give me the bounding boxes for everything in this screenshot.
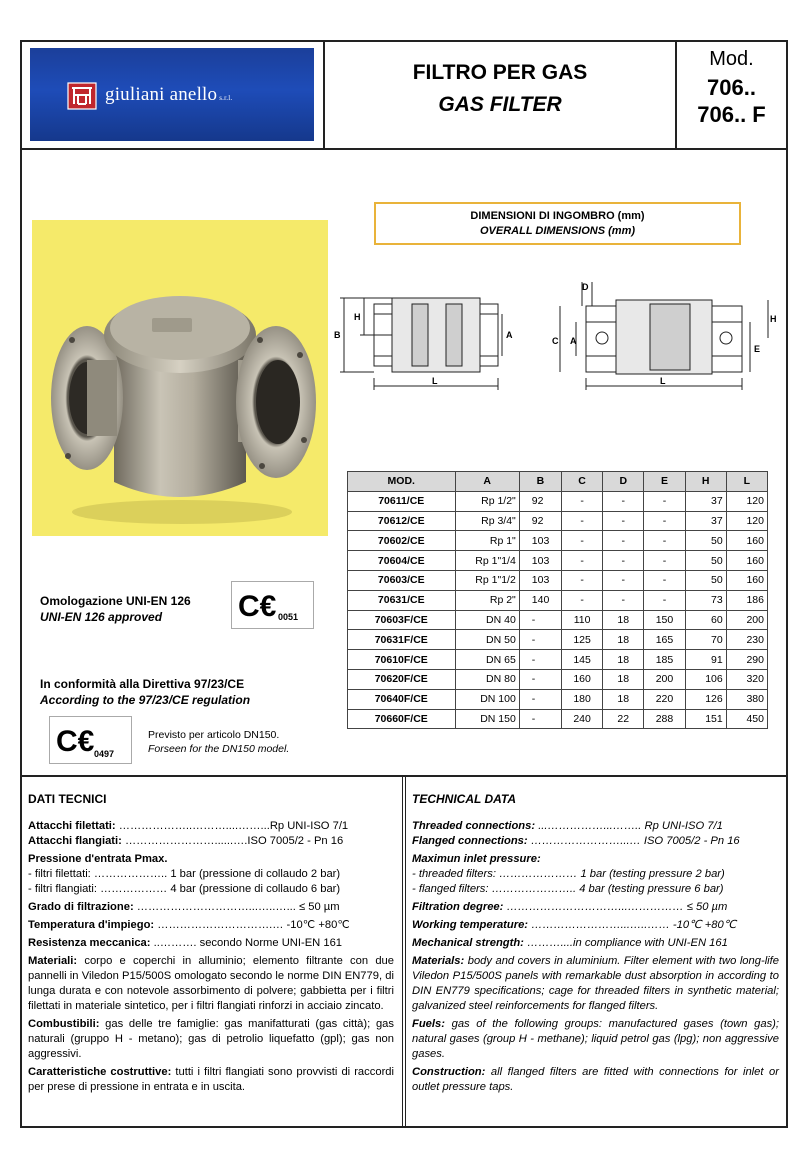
table-row: [348, 551, 768, 571]
cell-mod: 70631/CE: [348, 590, 456, 610]
col-header-h: H: [685, 472, 726, 492]
directive-english: According to the 97/23/CE regulation: [40, 693, 251, 707]
cell-h: 126: [685, 689, 726, 709]
cell-e: -: [644, 551, 685, 571]
cell-mod: 70603/CE: [348, 570, 456, 590]
company-logo: [30, 48, 314, 141]
cell-a: Rp 1/2": [455, 491, 519, 511]
gas-filter-illustration: [32, 220, 328, 536]
tech-fuels-en: Fuels: gas of the following groups: manufactured gases (town gas); natural gases (group H - methane); liquid petrol gas (lpg); non aggressive gases.: [412, 1018, 779, 1060]
cell-mod: 70612/CE: [348, 511, 456, 531]
dimensions-banner: [374, 202, 741, 245]
title-english: GAS FILTER: [438, 93, 562, 116]
cell-d: -: [603, 551, 644, 571]
tech-features-it: Caratteristiche costruttive: tutti i filtri flangiati sono provvisti di raccordi per prese di pressione in entrata e in uscita.: [28, 1066, 394, 1093]
datasheet: [20, 40, 788, 1128]
dimensions-title-english: OVERALL DIMENSIONS (mm): [479, 225, 636, 237]
tech-pressure-it: Pressione d'entrata Pmax.: [28, 853, 168, 865]
flanged-filter-drawing: [530, 278, 776, 394]
table-row: [348, 709, 768, 729]
table-row: [348, 689, 768, 709]
col-header-c: C: [561, 472, 602, 492]
tech-threaded-en: Threaded connections: ...……………...…….. Rp UNI-ISO 7/1: [412, 820, 723, 832]
table-row: [348, 531, 768, 551]
cell-l: 320: [726, 669, 767, 689]
directive-compliance: [40, 676, 250, 708]
dimensions-table: [347, 471, 768, 729]
dim-label-d: D: [582, 282, 589, 292]
dn150-note: [148, 728, 289, 756]
col-header-l: L: [726, 472, 767, 492]
svg-text:C€: C€: [56, 725, 95, 758]
cell-l: 120: [726, 511, 767, 531]
model-label: Mod.: [709, 48, 754, 70]
cell-b: 103: [519, 570, 561, 590]
cell-h: 50: [685, 570, 726, 590]
tech-data-italian: [28, 792, 394, 1095]
table-row: [348, 511, 768, 531]
cell-a: DN 65: [455, 650, 519, 670]
cell-d: 18: [603, 610, 644, 630]
col-header-e: E: [644, 472, 685, 492]
ce-code-0497: 0497: [94, 749, 115, 759]
uni-approval-english: UNI-EN 126 approved: [40, 610, 163, 624]
dim-label-l-flanged: L: [660, 376, 666, 386]
tech-pressure-line2-en: - flanged filters: ………………….. 4 bar (testing pressure 6 bar): [412, 883, 724, 895]
uni-approval-italian: Omologazione UNI-EN 126: [40, 594, 191, 608]
cell-e: -: [644, 511, 685, 531]
cell-c: -: [561, 590, 602, 610]
tech-title-italian: DATI TECNICI: [28, 792, 107, 806]
table-header-row: [348, 472, 768, 492]
dim-label-a-flanged: A: [570, 336, 577, 346]
dim-label-b: B: [334, 330, 341, 340]
tech-pressure-line2-it: - filtri flangiati: ……………… 4 bar (pressione di collaudo 6 bar): [28, 883, 341, 895]
col-header-d: D: [603, 472, 644, 492]
tech-temperature-it: Temperatura d'impiego: ………………………….… -10℃ +80℃: [28, 919, 350, 931]
cell-e: -: [644, 491, 685, 511]
tech-title-english: TECHNICAL DATA: [412, 792, 516, 806]
cell-d: 18: [603, 630, 644, 650]
cell-d: -: [603, 491, 644, 511]
table-row: [348, 669, 768, 689]
cell-a: Rp 3/4": [455, 511, 519, 531]
cell-l: 380: [726, 689, 767, 709]
col-header-mod: MOD.: [348, 472, 456, 492]
cell-b: 103: [519, 551, 561, 571]
cell-b: -: [519, 709, 561, 729]
cell-b: -: [519, 689, 561, 709]
tech-filtration-en: Filtration degree: …………………………...…………… ≤ 50 µm: [412, 901, 728, 913]
header: [22, 42, 786, 150]
cell-a: Rp 1"1/2: [455, 570, 519, 590]
tech-mechanical-it: Resistenza meccanica: ..………. secondo Norme UNI-EN 161: [28, 937, 343, 949]
cell-a: Rp 1"1/4: [455, 551, 519, 571]
note-italian: Previsto per articolo DN150.: [148, 729, 280, 741]
tech-flanged-en: Flanged connections: ……………………...… ISO 7005/2 - Pn 16: [412, 835, 740, 847]
cell-a: Rp 1": [455, 531, 519, 551]
cell-l: 120: [726, 491, 767, 511]
cell-c: -: [561, 491, 602, 511]
cell-mod: 70660F/CE: [348, 709, 456, 729]
tech-features-en: Construction: all flanged filters are fitted with connections for inlet or outlet pressure taps.: [412, 1066, 779, 1093]
logo-text: giuliani anello s.r.l.: [105, 84, 233, 105]
note-english: Forseen for the DN150 model.: [148, 743, 290, 755]
cell-mod: 70602/CE: [348, 531, 456, 551]
cell-e: -: [644, 570, 685, 590]
cell-e: 150: [644, 610, 685, 630]
cell-h: 37: [685, 491, 726, 511]
cell-a: DN 40: [455, 610, 519, 630]
col-header-a: A: [455, 472, 519, 492]
dim-label-a: A: [506, 330, 513, 340]
cell-d: -: [603, 531, 644, 551]
table-row: [348, 491, 768, 511]
tech-filtration-it: Grado di filtrazione: …………………………...…..…... ≤ 50 µm: [28, 901, 340, 913]
col-header-b: B: [519, 472, 561, 492]
column-divider: [402, 777, 406, 1126]
cell-c: 240: [561, 709, 602, 729]
cell-d: -: [603, 590, 644, 610]
cell-l: 290: [726, 650, 767, 670]
cell-e: 288: [644, 709, 685, 729]
logo-cell: [22, 42, 325, 148]
cell-mod: 70611/CE: [348, 491, 456, 511]
cell-h: 70: [685, 630, 726, 650]
cell-l: 186: [726, 590, 767, 610]
table-row: [348, 650, 768, 670]
tech-mechanical-en: Mechanical strength: ………....in compliance with UNI-EN 161: [412, 937, 728, 949]
cell-d: 18: [603, 669, 644, 689]
svg-text:C€: C€: [238, 590, 277, 623]
cell-e: -: [644, 590, 685, 610]
model-flanged: 706.. F: [697, 102, 766, 127]
cell-b: 103: [519, 531, 561, 551]
cell-mod: 70620F/CE: [348, 669, 456, 689]
cell-mod: 70610F/CE: [348, 650, 456, 670]
cell-a: Rp 2": [455, 590, 519, 610]
cell-c: 125: [561, 630, 602, 650]
cell-e: 165: [644, 630, 685, 650]
dim-label-c: C: [552, 336, 559, 346]
cell-mod: 70631F/CE: [348, 630, 456, 650]
title-cell: [325, 42, 677, 148]
dim-label-l: L: [432, 376, 438, 386]
table-row: [348, 590, 768, 610]
cell-l: 450: [726, 709, 767, 729]
cell-c: -: [561, 531, 602, 551]
dim-label-h-flanged: H: [770, 314, 776, 324]
cell-h: 73: [685, 590, 726, 610]
ce-mark-0497: [49, 716, 132, 764]
cell-h: 50: [685, 551, 726, 571]
cell-b: -: [519, 669, 561, 689]
cell-l: 230: [726, 630, 767, 650]
cell-c: -: [561, 570, 602, 590]
tech-materials-en: Materials: body and covers in aluminium. Filter element with two long-life Viledon P15/500S panels with remarkable dust absorption in according to DIN EN779 specifications; cage for threaded filters in synthetic material; galvanized steel reinforcements for flanged filters.: [412, 955, 779, 1012]
cell-c: -: [561, 551, 602, 571]
product-photo: [32, 220, 328, 536]
ce-logo-icon: [232, 582, 315, 630]
cell-l: 160: [726, 551, 767, 571]
cell-l: 160: [726, 531, 767, 551]
cell-h: 50: [685, 531, 726, 551]
dimensions-title-italian: DIMENSIONI DI INGOMBRO (mm): [470, 210, 645, 222]
cell-mod: 70640F/CE: [348, 689, 456, 709]
tech-flanged-it: Attacchi flangiati: ……………………......….ISO 7005/2 - Pn 16: [28, 835, 344, 847]
cell-a: DN 100: [455, 689, 519, 709]
table-row: [348, 610, 768, 630]
cell-c: 160: [561, 669, 602, 689]
cell-c: 180: [561, 689, 602, 709]
logo-mark-icon: [67, 82, 97, 110]
cell-b: 92: [519, 511, 561, 531]
directive-italian: In conformità alla Direttiva 97/23/CE: [40, 677, 245, 691]
cell-h: 37: [685, 511, 726, 531]
cell-l: 200: [726, 610, 767, 630]
tech-temperature-en: Working temperature: ……………………...…..…… -10℃ +80℃: [412, 919, 737, 931]
cell-e: 220: [644, 689, 685, 709]
cell-h: 106: [685, 669, 726, 689]
cell-c: -: [561, 511, 602, 531]
cell-a: DN 50: [455, 630, 519, 650]
tech-data-english: [412, 792, 779, 1095]
cell-b: -: [519, 650, 561, 670]
title-italian: FILTRO PER GAS: [412, 61, 588, 84]
tech-pressure-en: Maximun inlet pressure:: [412, 853, 541, 865]
table-row: [348, 630, 768, 650]
threaded-filter-drawing: [334, 278, 518, 394]
cell-d: 18: [603, 689, 644, 709]
cell-a: DN 80: [455, 669, 519, 689]
cell-b: -: [519, 630, 561, 650]
cell-h: 60: [685, 610, 726, 630]
uni-approval: [40, 593, 191, 625]
cell-h: 151: [685, 709, 726, 729]
cell-c: 145: [561, 650, 602, 670]
cell-b: 140: [519, 590, 561, 610]
ce-code-0051: 0051: [278, 612, 299, 622]
model-threaded: 706..: [707, 75, 756, 100]
cell-mod: 70603F/CE: [348, 610, 456, 630]
cell-d: -: [603, 511, 644, 531]
tech-threaded-it: Attacchi filettati: ………………..………....……...Rp UNI-ISO 7/1: [28, 820, 349, 832]
cell-h: 91: [685, 650, 726, 670]
tech-pressure-line1-it: - filtri filettati: ……………….. 1 bar (pressione di collaudo 2 bar): [28, 868, 341, 880]
dim-label-e: E: [754, 344, 761, 354]
table-row: [348, 570, 768, 590]
cell-d: 18: [603, 650, 644, 670]
cell-d: 22: [603, 709, 644, 729]
cell-e: 185: [644, 650, 685, 670]
model-cell: [677, 42, 786, 148]
tech-materials-it: Materiali: corpo e coperchi in alluminio; elemento filtrante con due pannelli in Viledon P15/500S omologato secondo le norme DIN EN779, di lunga durata e con notevole assorbimento di polvere; gabbietta per i filtri filettati in materiale sintetico, per i filtri flangiati rinforzi in acciaio zincato.: [28, 955, 394, 1012]
dim-label-h: H: [354, 312, 361, 322]
cell-b: -: [519, 610, 561, 630]
cell-e: 200: [644, 669, 685, 689]
cell-b: 92: [519, 491, 561, 511]
cell-c: 110: [561, 610, 602, 630]
cell-d: -: [603, 570, 644, 590]
cell-a: DN 150: [455, 709, 519, 729]
tech-fuels-it: Combustibili: gas delle tre famiglie: gas manifatturati (gas città); gas naturali (gruppo H - metano); gas di petrolio liquefatto (gpl); gas non aggressivi.: [28, 1018, 394, 1060]
ce-logo-icon: [50, 717, 133, 765]
tech-pressure-line1-en: - threaded filters: ………………… 1 bar (testing pressure 2 bar): [412, 868, 725, 880]
cell-l: 160: [726, 570, 767, 590]
table-body: [348, 491, 768, 729]
cell-e: -: [644, 531, 685, 551]
cell-mod: 70604/CE: [348, 551, 456, 571]
ce-mark-0051: [231, 581, 314, 629]
